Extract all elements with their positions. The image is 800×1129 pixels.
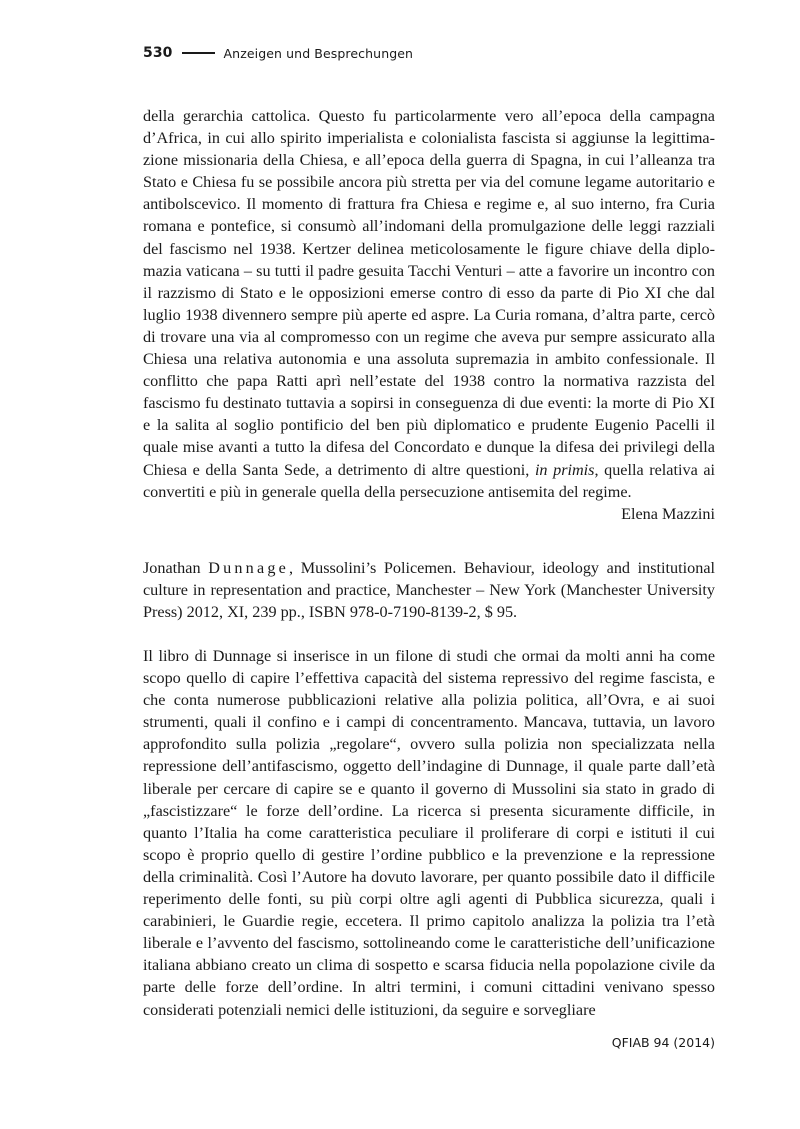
running-title: Anzeigen und Besprechungen	[223, 45, 414, 61]
author-last-name: Dunnage	[208, 559, 290, 577]
review-text-italic: in primis	[534, 460, 595, 479]
review-body-paragraph	[143, 645, 715, 1021]
page-number: 530	[143, 45, 173, 61]
review-text-ending: , quella relativa ai convertiti e più in generale quella della persecuzione antisemita del regime.	[143, 460, 716, 501]
review-continuation-paragraph	[143, 105, 715, 525]
review-text-body: della gerarchia cattolica. Questo fu particolarmente vero all’epoca della campagna d’Africa, in cui allo spirito imperialista e colonialista fascista si aggiunse la legittimazione missionaria della Chiesa, e all’epoca della guerra di Spagna, in cui l’alleanza tra Stato e Chiesa fu se possibile ancora più stretta per via del comune legame autoritario e antibolscevico. Il momento di frattura fra Chiesa e regime e, al suo interno, fra Curia romana e pontefice, si consumò all’indomani della promulgazione delle leggi razziali del fascismo nel 1938. Kertzer delinea meticolosamente le figure chiave della diplomazia vaticana – su tutti il padre gesuita Tacchi Venturi – atte a favorire un incontro con il razzismo di Stato e le opposizioni emerse contro di esso da parte di Pio XI che dal luglio 1938 divennero sempre più aperte ed aspre. La Curia romana, d’altra parte, cercò di trovare una via al compromesso con un regime che aveva pur sempre assicurato alla Chiesa una relativa autonomia e una assoluta supremazia in ambito confessionale. Il conflitto che papa Ratti aprì nell’estate del 1938 contro la normativa razzista del fascismo fu destinato tuttavia a sopirsi in conseguenza di due eventi: la morte di Pio XI e la salita al soglio pontificio del ben più diplomatico e prudente Eugenio Pacelli il quale mise avanti a tutto la difesa del Concordato e dunque la difesa dei privilegi della Chiesa e della Santa Sede, a detrimento di altre questioni,	[143, 107, 715, 479]
review-body-text: Il libro di Dunnage si inserisce in un filone di studi che ormai da molti anni ha come scopo quello di capire l’effettiva capacità del sistema repressivo del regime fascista, e che conta numerose pubblicazioni relative alla polizia politica, all’Ovra, e ai suoi strumenti, quali il confino e i campi di concentramento. Mancava, tuttavia, un lavoro approfondito sulla polizia „regolare“, ovvero sulla polizia non specializzata nella repressione dell’antifascismo, oggetto dell’indagine di Dunnage, il quale parte dall’età liberale per cercare di capire se e quanto il governo di Mussolini sia stato in grado di „fascistizzare“ le forze dell’ordine. La ricerca si presenta sicuramente difficile, in quanto l’Italia ha come caratteristica peculiare il proliferare di corpi e istituti il cui scopo è proprio quello di gestire l’ordine pubblico e la prevenzione e la repressione della criminalità. Così l’Autore ha dovuto lavorare, per quanto possibile dato il difficile reperimento delle fonti, su più corpi oltre agli agenti di Pubblica sicurezza, quali i carabinieri, le Guardie regie, eccetera. Il primo capitolo analizza la polizia tra l’età liberale e l’avvento del fascismo, sottolineando come le caratteristiche dell’unificazione italiana abbiano creato un clima di sospetto e scarsa fiducia nella popolazione civile da parte delle forze dell’ordine. In altri termini, i comuni cittadini venivano spesso considerati potenziali nemici delle istituzioni, da seguire e sorvegliare	[143, 647, 715, 1019]
page-footer: QFIAB 94 (2014)	[611, 1035, 715, 1050]
page-header	[143, 42, 413, 64]
review-citation	[143, 557, 715, 623]
header-rule	[182, 52, 215, 54]
author-first-name: Jonathan	[143, 559, 209, 577]
citation-details: , Mussolini’s Policemen. Behaviour, ideology and institutional culture in representation and practice, Manchester – New York (Manchester University Press) 2012, XI, 239 pp., ISBN 978-0-7190-8139-2, $ 95.	[143, 559, 715, 622]
reviewer-signature: Elena Mazzini	[621, 504, 715, 523]
review-continuation-text	[143, 105, 715, 503]
